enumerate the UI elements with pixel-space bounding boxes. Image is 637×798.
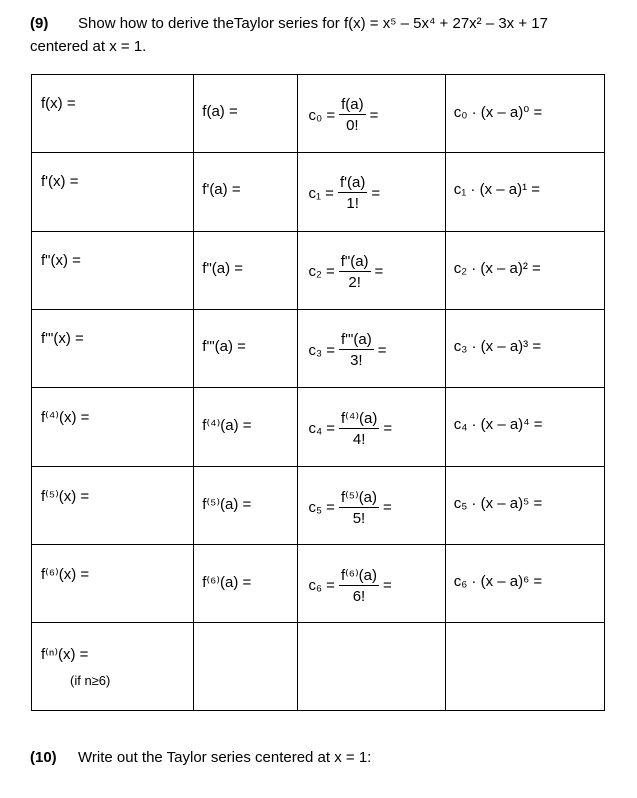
table-row bbox=[32, 75, 605, 153]
equals-sign: = bbox=[383, 498, 392, 516]
general-derivative-cell[interactable] bbox=[32, 623, 194, 711]
derivative-at-a-cell[interactable] bbox=[194, 466, 298, 544]
table-row-general bbox=[32, 623, 605, 711]
coefficient-symbol: c₂ = bbox=[308, 263, 335, 281]
question-9-text: Show how to derive theTaylor series for f(x) = x⁵ – 5x⁴ + 27x² – 3x + 17 bbox=[78, 15, 548, 32]
coefficient-cell[interactable] bbox=[298, 75, 445, 153]
derivative-at-a-label: f⁽⁴⁾(a) = bbox=[202, 417, 252, 435]
equals-sign: = bbox=[374, 263, 384, 281]
coefficient-formula bbox=[308, 253, 383, 291]
fraction-denominator: 3! bbox=[350, 352, 363, 370]
coefficient-cell[interactable] bbox=[298, 231, 445, 309]
derivative-cell[interactable] bbox=[32, 388, 194, 466]
question-9-line1 bbox=[30, 14, 548, 34]
question-10-text: Write out the Taylor series centered at x = 1: bbox=[78, 749, 372, 766]
derivative-cell[interactable] bbox=[32, 153, 194, 231]
fraction bbox=[339, 96, 366, 134]
term-cell[interactable] bbox=[445, 75, 604, 153]
derivative-label: f'"(x) = bbox=[41, 330, 84, 348]
term-cell[interactable] bbox=[445, 545, 604, 623]
fraction-denominator: 0! bbox=[346, 117, 359, 134]
table-row bbox=[32, 466, 605, 544]
term-cell[interactable] bbox=[445, 388, 604, 466]
coefficient-formula bbox=[308, 96, 378, 134]
equals-sign: = bbox=[369, 106, 379, 124]
coefficient-formula bbox=[308, 409, 392, 448]
term-cell[interactable] bbox=[445, 466, 604, 544]
derivative-label: f'(x) = bbox=[41, 173, 79, 191]
fraction-numerator: f⁽⁴⁾(a) bbox=[341, 410, 378, 428]
coefficient-symbol: c₃ = bbox=[308, 341, 335, 359]
term-label: c₃ · (x – a)³ = bbox=[453, 338, 542, 356]
derivative-label: f⁽⁴⁾(x) = bbox=[41, 409, 90, 427]
fraction-numerator: f'"(a) bbox=[341, 331, 372, 349]
derivative-at-a-cell[interactable] bbox=[194, 388, 298, 466]
taylor-table bbox=[31, 74, 605, 711]
derivative-at-a-cell[interactable] bbox=[194, 75, 298, 153]
term-cell[interactable] bbox=[445, 310, 604, 388]
table-row bbox=[32, 153, 605, 231]
derivative-label: f⁽⁵⁾(x) = bbox=[41, 487, 90, 505]
fraction-numerator: f(a) bbox=[341, 96, 364, 113]
derivative-at-a-label: f'(a) = bbox=[202, 181, 241, 199]
coefficient-cell[interactable] bbox=[298, 310, 445, 388]
general-derivative-label: f⁽ⁿ⁾(x) = bbox=[41, 646, 89, 664]
coefficient-symbol: c₄ = bbox=[308, 420, 336, 438]
fraction-denominator: 5! bbox=[352, 509, 366, 527]
derivative-at-a-cell[interactable] bbox=[194, 153, 298, 231]
fraction-numerator: f"(a) bbox=[340, 252, 369, 270]
empty-cell[interactable] bbox=[445, 623, 604, 711]
empty-cell[interactable] bbox=[298, 623, 445, 711]
table-row bbox=[32, 545, 605, 623]
coefficient-formula bbox=[308, 488, 391, 527]
equals-sign: = bbox=[371, 184, 381, 202]
fraction-denominator: 6! bbox=[352, 588, 366, 606]
derivative-cell[interactable] bbox=[32, 310, 194, 388]
coefficient-symbol: c₅ = bbox=[308, 498, 335, 516]
coefficient-cell[interactable] bbox=[298, 153, 445, 231]
question-9-line2: centered at x = 1. bbox=[30, 38, 147, 55]
derivative-cell[interactable] bbox=[32, 231, 194, 309]
fraction-numerator: f⁽⁵⁾(a) bbox=[340, 488, 378, 506]
question-10 bbox=[30, 748, 371, 768]
fraction-denominator: 2! bbox=[348, 273, 361, 291]
condition-note: (if n≥6) bbox=[70, 673, 111, 689]
term-label: c₁ · (x – a)¹ = bbox=[453, 181, 541, 199]
derivative-cell[interactable] bbox=[32, 75, 194, 153]
derivative-label: f⁽⁶⁾(x) = bbox=[41, 566, 90, 584]
table-row bbox=[32, 388, 605, 466]
term-label: c₆ · (x – a)⁶ = bbox=[453, 573, 543, 591]
term-label: c₂ · (x – a)² = bbox=[453, 259, 541, 277]
equals-sign: = bbox=[377, 341, 387, 359]
table-row bbox=[32, 310, 605, 388]
coefficient-formula bbox=[308, 331, 386, 369]
coefficient-cell[interactable] bbox=[298, 388, 445, 466]
term-cell[interactable] bbox=[445, 231, 604, 309]
fraction-numerator: f⁽⁶⁾(a) bbox=[340, 567, 377, 585]
term-cell[interactable] bbox=[445, 153, 604, 231]
derivative-at-a-label: f(a) = bbox=[202, 103, 238, 120]
coefficient-cell[interactable] bbox=[298, 466, 445, 544]
table-row bbox=[32, 231, 605, 309]
derivative-at-a-label: f"(a) = bbox=[202, 259, 244, 277]
derivative-at-a-label: f⁽⁵⁾(a) = bbox=[202, 495, 252, 513]
fraction bbox=[339, 409, 379, 448]
empty-cell[interactable] bbox=[194, 623, 298, 711]
derivative-cell[interactable] bbox=[32, 545, 194, 623]
coefficient-symbol: c₁ = bbox=[308, 184, 334, 202]
derivative-cell[interactable] bbox=[32, 466, 194, 544]
coefficient-formula bbox=[308, 566, 391, 605]
coefficient-symbol: c₀ = bbox=[308, 106, 336, 124]
question-10-number: (10) bbox=[30, 749, 57, 766]
equals-sign: = bbox=[383, 420, 393, 438]
fraction bbox=[339, 566, 379, 605]
derivative-at-a-cell[interactable] bbox=[194, 231, 298, 309]
question-9-number: (9) bbox=[30, 15, 49, 32]
term-label: c₅ · (x – a)⁵ = bbox=[453, 494, 543, 512]
fraction-denominator: 4! bbox=[352, 431, 366, 449]
fraction bbox=[339, 488, 379, 527]
derivative-at-a-cell[interactable] bbox=[194, 310, 298, 388]
derivative-label: f(x) = bbox=[41, 95, 76, 112]
derivative-at-a-label: f'"(a) = bbox=[202, 338, 246, 356]
coefficient-formula bbox=[308, 174, 380, 212]
term-label: c₄ · (x – a)⁴ = bbox=[453, 416, 543, 434]
coefficient-cell[interactable] bbox=[298, 545, 445, 623]
derivative-at-a-label: f⁽⁶⁾(a) = bbox=[202, 574, 252, 592]
derivative-at-a-cell[interactable] bbox=[194, 545, 298, 623]
equals-sign: = bbox=[382, 577, 392, 595]
coefficient-symbol: c₆ = bbox=[308, 577, 335, 595]
fraction bbox=[338, 174, 367, 212]
fraction-denominator: 1! bbox=[346, 195, 359, 213]
fraction-numerator: f'(a) bbox=[339, 174, 366, 192]
fraction bbox=[339, 253, 371, 291]
derivative-label: f"(x) = bbox=[41, 251, 81, 269]
term-label: c₀ · (x – a)⁰ = bbox=[453, 104, 543, 121]
fraction bbox=[339, 331, 374, 369]
